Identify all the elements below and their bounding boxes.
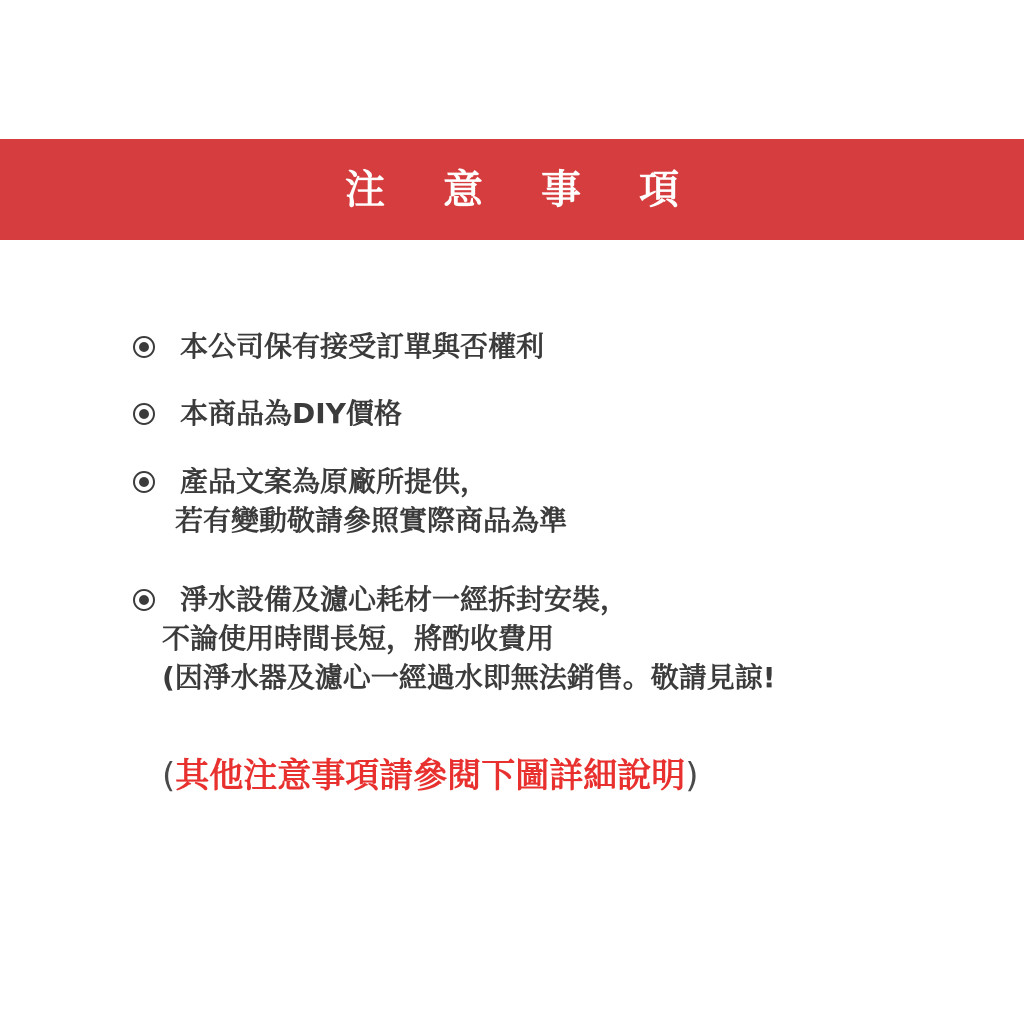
notice-line: 產品文案為原廠所提供， (180, 465, 489, 498)
notice-line: (因淨水器及濾心一經過水即無法銷售。敬請見諒! (162, 661, 776, 694)
notice-line: 若有變動敬請參照實際商品為準 (175, 504, 568, 537)
notice-line: 本商品為DIY價格 (180, 397, 402, 430)
open-paren: ( (162, 756, 176, 796)
notice-line: 本公司保有接受訂單與否權利 (180, 330, 545, 363)
notice-line: 淨水設備及濾心耗材一經拆封安裝， (180, 583, 629, 616)
title-banner (0, 139, 1024, 240)
see-details-note (162, 756, 699, 796)
see-details-text: 其他注意事項請參閱下圖詳細說明 (175, 756, 686, 796)
bullet-circle-icon (133, 471, 155, 493)
banner-title: 注意事項 (345, 166, 737, 213)
bullet-circle-icon (133, 403, 155, 425)
close-paren: ) (685, 756, 699, 796)
notice-line: 不論使用時間長短，將酌收費用 (162, 622, 555, 655)
bullet-circle-icon (133, 336, 155, 358)
bullet-circle-icon (133, 589, 155, 611)
